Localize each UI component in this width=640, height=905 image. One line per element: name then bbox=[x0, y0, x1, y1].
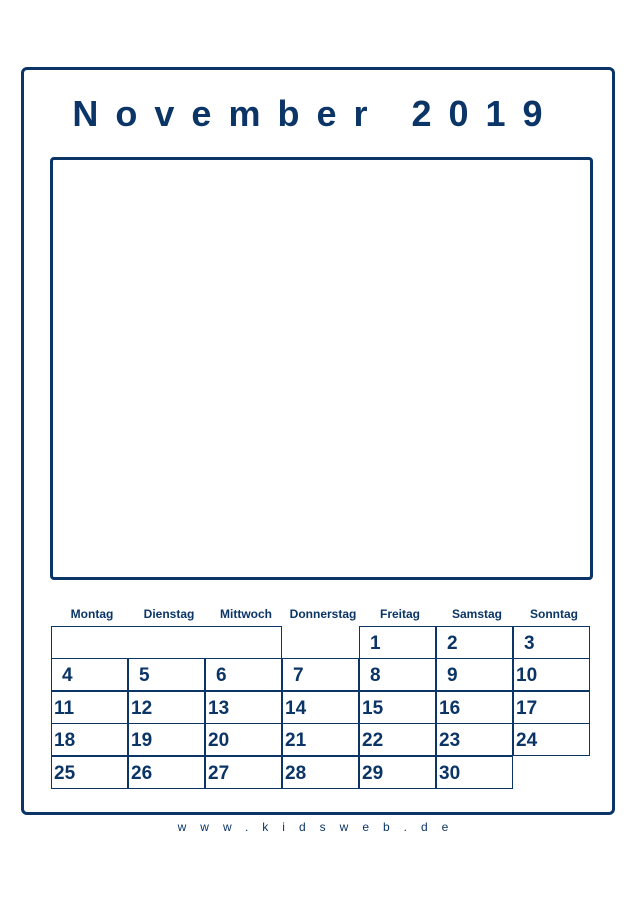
day-number: 15 bbox=[362, 698, 384, 719]
day-cell bbox=[282, 658, 359, 691]
day-number: 27 bbox=[208, 763, 230, 784]
day-number: 6 bbox=[216, 665, 227, 686]
day-cell bbox=[436, 691, 513, 724]
day-cell bbox=[128, 723, 205, 756]
day-cell bbox=[359, 658, 436, 691]
day-number: 5 bbox=[139, 665, 150, 686]
day-cell bbox=[513, 723, 590, 756]
day-cell bbox=[205, 691, 282, 724]
day-cell bbox=[436, 723, 513, 756]
day-number: 28 bbox=[285, 763, 307, 784]
day-cell bbox=[51, 658, 128, 691]
day-number: 3 bbox=[524, 633, 535, 654]
empty-cell bbox=[51, 626, 282, 659]
day-cell bbox=[282, 756, 359, 789]
day-cell bbox=[51, 723, 128, 756]
footer-website: www.kidsweb.de bbox=[177, 820, 463, 834]
day-number: 21 bbox=[285, 730, 307, 751]
day-cell bbox=[359, 756, 436, 789]
day-cell bbox=[282, 723, 359, 756]
day-number: 24 bbox=[516, 730, 538, 751]
day-number: 20 bbox=[208, 730, 230, 751]
day-number: 22 bbox=[362, 730, 384, 751]
day-number: 2 bbox=[447, 633, 458, 654]
weekday-freitag: Freitag bbox=[379, 607, 420, 621]
day-number: 7 bbox=[293, 665, 304, 686]
day-number: 10 bbox=[516, 665, 538, 686]
day-number: 1 bbox=[370, 633, 381, 654]
day-number: 9 bbox=[447, 665, 458, 686]
day-cell bbox=[205, 723, 282, 756]
weekday-dienstag: Dienstag bbox=[143, 607, 195, 621]
weekday-mittwoch: Mittwoch bbox=[220, 607, 272, 621]
day-cell bbox=[205, 756, 282, 789]
day-cell bbox=[513, 626, 590, 659]
day-number: 23 bbox=[439, 730, 461, 751]
day-number: 29 bbox=[362, 763, 384, 784]
day-cell bbox=[128, 691, 205, 724]
day-number: 16 bbox=[439, 698, 461, 719]
day-cell bbox=[436, 756, 513, 789]
day-cell bbox=[205, 658, 282, 691]
day-cell bbox=[282, 691, 359, 724]
day-cell bbox=[513, 658, 590, 691]
weekday-donnerstag: Donnerstag bbox=[289, 607, 357, 621]
day-cell bbox=[128, 756, 205, 789]
day-number: 11 bbox=[54, 698, 75, 719]
day-number: 4 bbox=[62, 665, 73, 686]
day-number: 12 bbox=[131, 698, 153, 719]
weekday-montag: Montag bbox=[70, 607, 114, 621]
weekday-sonntag: Sonntag bbox=[530, 607, 578, 621]
day-number: 14 bbox=[285, 698, 307, 719]
day-cell bbox=[359, 691, 436, 724]
day-number: 8 bbox=[370, 665, 381, 686]
photo-placeholder bbox=[50, 157, 593, 580]
month-title: November 2019 bbox=[72, 93, 560, 134]
day-cell bbox=[513, 691, 590, 724]
day-cell bbox=[359, 626, 436, 659]
day-number: 18 bbox=[54, 730, 76, 751]
day-cell bbox=[51, 756, 128, 789]
day-number: 13 bbox=[208, 698, 230, 719]
day-number: 25 bbox=[54, 763, 76, 784]
day-cell bbox=[359, 723, 436, 756]
day-number: 26 bbox=[131, 763, 153, 784]
day-number: 19 bbox=[131, 730, 153, 751]
day-number: 30 bbox=[439, 763, 461, 784]
weekday-samstag: Samstag bbox=[451, 607, 503, 621]
day-cell bbox=[51, 691, 128, 724]
day-cell bbox=[436, 626, 513, 659]
day-cell bbox=[128, 658, 205, 691]
day-number: 17 bbox=[516, 698, 538, 719]
day-cell bbox=[436, 658, 513, 691]
